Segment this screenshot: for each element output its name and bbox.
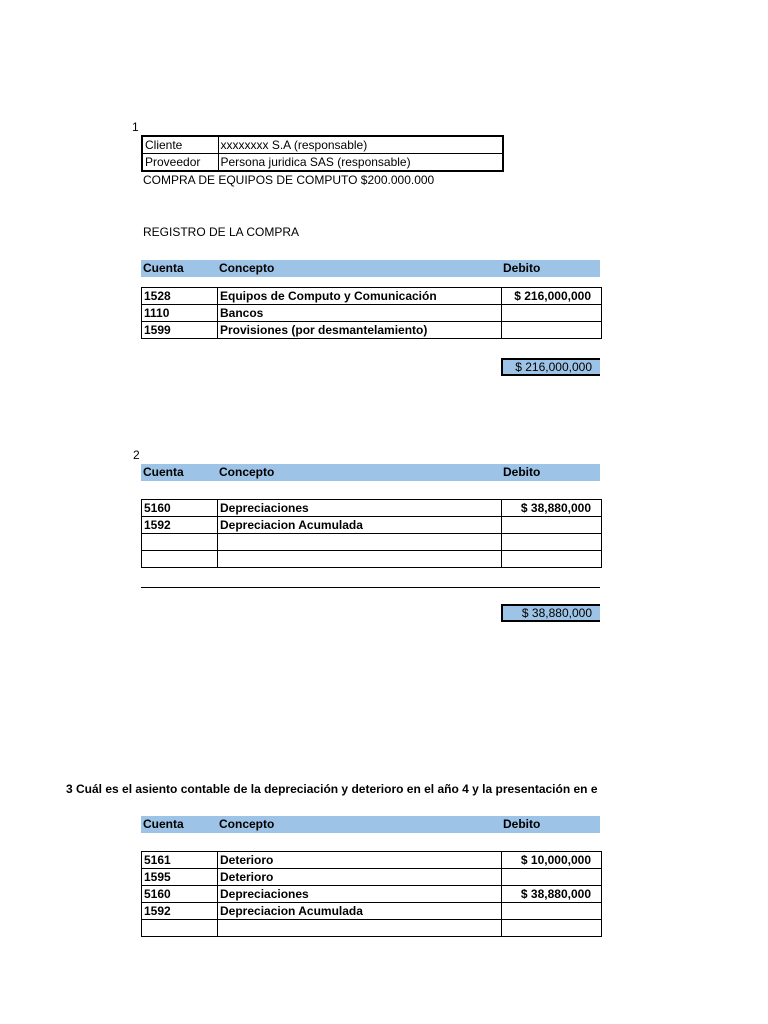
section-3-table [141, 851, 602, 937]
section-1-table [141, 287, 602, 339]
cell-concepto [218, 920, 502, 937]
header-concepto: Concepto [219, 817, 275, 831]
cell-debito [502, 869, 602, 886]
table-row [142, 920, 602, 937]
info-table [141, 135, 504, 172]
section-2-total: $ 38,880,000 [501, 604, 600, 622]
cell-concepto: Equipos de Computo y Comunicación [218, 288, 502, 305]
cell-concepto: Deterioro [218, 869, 502, 886]
cell-debito [502, 305, 602, 322]
cell-concepto [218, 534, 502, 551]
header-debito: Debito [503, 465, 541, 479]
header-concepto: Concepto [219, 465, 275, 479]
cell-debito [502, 322, 602, 339]
header-debito: Debito [503, 261, 541, 275]
info-value: xxxxxxxx S.A (responsable) [218, 136, 503, 154]
section-3-header [141, 816, 600, 833]
section-3-question: 3 Cuál es el asiento contable de la depreciación y deterioro en el año 4 y la presentación en e [66, 782, 598, 796]
section-1-subtitle: REGISTRO DE LA COMPRA [143, 225, 300, 239]
cell-debito [502, 534, 602, 551]
cell-cuenta [142, 551, 218, 568]
cell-cuenta: 5160 [142, 500, 218, 517]
cell-cuenta [142, 920, 218, 937]
cell-cuenta: 1528 [142, 288, 218, 305]
header-cuenta: Cuenta [143, 465, 184, 479]
table-row [142, 322, 602, 339]
purchase-note: COMPRA DE EQUIPOS DE COMPUTO $200.000.000 [143, 173, 435, 187]
table-row [142, 517, 602, 534]
table-row [142, 886, 602, 903]
section-1-number: 1 [132, 120, 139, 134]
section-2-table [141, 499, 602, 568]
info-label: Cliente [142, 136, 218, 154]
cell-cuenta: 1599 [142, 322, 218, 339]
cell-debito: $ 10,000,000 [502, 852, 602, 869]
section-1-header [141, 260, 600, 277]
cell-cuenta: 1595 [142, 869, 218, 886]
cell-debito [502, 551, 602, 568]
cell-debito: $ 38,880,000 [502, 500, 602, 517]
table-row [142, 534, 602, 551]
cell-debito: $ 38,880,000 [502, 886, 602, 903]
info-label: Proveedor [142, 154, 218, 172]
cell-cuenta: 1592 [142, 903, 218, 920]
cell-cuenta: 1592 [142, 517, 218, 534]
section-2-number: 2 [133, 448, 140, 462]
table-row [142, 288, 602, 305]
info-value: Persona juridica SAS (responsable) [218, 154, 503, 172]
cell-cuenta: 5160 [142, 886, 218, 903]
cell-debito [502, 903, 602, 920]
cell-concepto: Depreciacion Acumulada [218, 903, 502, 920]
header-concepto: Concepto [219, 261, 275, 275]
cell-concepto: Depreciaciones [218, 500, 502, 517]
table-row [142, 903, 602, 920]
cell-debito [502, 920, 602, 937]
cell-concepto: Deterioro [218, 852, 502, 869]
cell-concepto: Depreciaciones [218, 886, 502, 903]
section-2-divider [141, 587, 600, 588]
cell-debito [502, 517, 602, 534]
cell-debito: $ 216,000,000 [502, 288, 602, 305]
cell-cuenta: 1110 [142, 305, 218, 322]
table-row [142, 869, 602, 886]
cell-cuenta: 5161 [142, 852, 218, 869]
table-row [142, 852, 602, 869]
cell-concepto: Depreciacion Acumulada [218, 517, 502, 534]
info-row [142, 136, 503, 154]
table-row [142, 305, 602, 322]
cell-cuenta [142, 534, 218, 551]
cell-concepto: Provisiones (por desmantelamiento) [218, 322, 502, 339]
header-cuenta: Cuenta [143, 817, 184, 831]
table-row [142, 551, 602, 568]
table-row [142, 500, 602, 517]
cell-concepto [218, 551, 502, 568]
cell-concepto: Bancos [218, 305, 502, 322]
section-2-header [141, 464, 600, 481]
info-row [142, 154, 503, 172]
section-1-total: $ 216,000,000 [501, 358, 600, 376]
header-debito: Debito [503, 817, 541, 831]
header-cuenta: Cuenta [143, 261, 184, 275]
